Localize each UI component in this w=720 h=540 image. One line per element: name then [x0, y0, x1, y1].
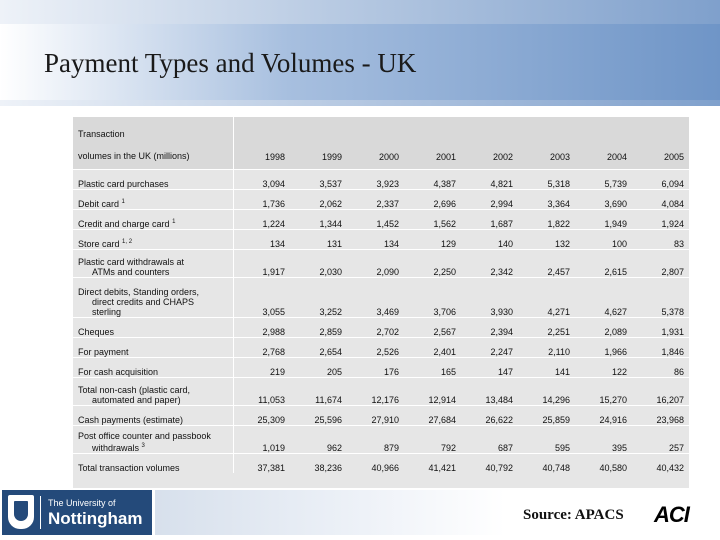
value-cell: 2,702 [347, 317, 404, 337]
value-cell: 5,739 [575, 169, 632, 189]
value-cell: 2,457 [518, 249, 575, 277]
value-cell: 2,654 [290, 337, 347, 357]
row-label-line: Cheques [78, 326, 115, 337]
value-cell: 1,019 [233, 425, 290, 453]
value-cell: 1,562 [404, 209, 461, 229]
value-cell: 131 [290, 229, 347, 249]
value-cell: 2,030 [290, 249, 347, 277]
row-label-text: automated and paper) [92, 394, 181, 405]
value-cell: 595 [518, 425, 575, 453]
table-row [73, 249, 689, 277]
table-row [73, 377, 689, 405]
footnote-marker: 1, 2 [122, 238, 133, 245]
value-cell: 40,748 [518, 453, 575, 473]
value-cell: 2,062 [290, 189, 347, 209]
value-cell: 23,968 [632, 405, 689, 425]
value-cell: 40,966 [347, 453, 404, 473]
row-label-line: Plastic card withdrawals at [78, 256, 185, 267]
value-cell: 4,084 [632, 189, 689, 209]
row-label-text: sterling [92, 306, 122, 317]
value-cell: 3,055 [233, 277, 290, 317]
row-label-line [78, 441, 228, 453]
table-row [73, 189, 689, 209]
row-label-line: Plastic card purchases [78, 178, 169, 189]
value-cell: 3,690 [575, 189, 632, 209]
table-row [73, 169, 689, 189]
value-cell: 1,344 [290, 209, 347, 229]
value-cell: 40,580 [575, 453, 632, 473]
table-corner-cell [73, 117, 233, 169]
value-cell: 1,924 [632, 209, 689, 229]
value-cell: 2,615 [575, 249, 632, 277]
value-cell: 3,364 [518, 189, 575, 209]
value-cell: 2,110 [518, 337, 575, 357]
value-cell: 6,094 [632, 169, 689, 189]
row-label [73, 277, 233, 317]
value-cell: 129 [404, 229, 461, 249]
value-cell: 147 [461, 357, 518, 377]
row-label-line: Store card [78, 238, 120, 249]
value-cell: 165 [404, 357, 461, 377]
value-cell: 13,484 [461, 377, 518, 405]
university-logo [2, 490, 152, 535]
logo-small-text: The University of [48, 498, 116, 508]
crest-icon [8, 495, 34, 529]
year-header: 2003 [518, 117, 575, 169]
row-label [73, 425, 233, 453]
row-label-line: Direct debits, Standing orders, [78, 286, 200, 297]
year-header: 2000 [347, 117, 404, 169]
row-label-line: For cash acquisition [78, 366, 159, 377]
value-cell: 12,914 [404, 377, 461, 405]
table-row [73, 337, 689, 357]
value-cell: 2,768 [233, 337, 290, 357]
table-row [73, 229, 689, 249]
row-label [73, 229, 233, 249]
value-cell: 205 [290, 357, 347, 377]
row-label-line: Post office counter and passbook [78, 430, 211, 441]
row-label [73, 317, 233, 337]
value-cell: 41,421 [404, 453, 461, 473]
value-cell: 5,318 [518, 169, 575, 189]
row-label-text: withdrawals [92, 442, 140, 453]
value-cell: 4,271 [518, 277, 575, 317]
value-cell: 1,687 [461, 209, 518, 229]
year-header: 2004 [575, 117, 632, 169]
value-cell: 25,596 [290, 405, 347, 425]
value-cell: 4,821 [461, 169, 518, 189]
value-cell: 1,224 [233, 209, 290, 229]
table-row [73, 357, 689, 377]
value-cell: 3,923 [347, 169, 404, 189]
table-row [73, 453, 689, 473]
value-cell: 1,452 [347, 209, 404, 229]
value-cell: 2,342 [461, 249, 518, 277]
value-cell: 395 [575, 425, 632, 453]
value-cell: 2,807 [632, 249, 689, 277]
value-cell: 132 [518, 229, 575, 249]
footnote-marker: 1 [172, 218, 176, 225]
value-cell: 4,387 [404, 169, 461, 189]
aci-logo: ACI [654, 502, 689, 527]
value-cell: 27,910 [347, 405, 404, 425]
value-cell: 2,567 [404, 317, 461, 337]
value-cell: 219 [233, 357, 290, 377]
row-label-line: Cash payments (estimate) [78, 414, 184, 425]
value-cell: 140 [461, 229, 518, 249]
row-label [73, 169, 233, 189]
value-cell: 792 [404, 425, 461, 453]
value-cell: 16,207 [632, 377, 689, 405]
row-label [73, 405, 233, 425]
table-row [73, 405, 689, 425]
value-cell: 3,469 [347, 277, 404, 317]
table-row [73, 317, 689, 337]
row-label-line: For payment [78, 346, 129, 357]
value-cell: 2,994 [461, 189, 518, 209]
value-cell: 3,537 [290, 169, 347, 189]
table-row [73, 277, 689, 317]
value-cell: 176 [347, 357, 404, 377]
row-label-line: Debit card [78, 198, 120, 209]
row-label-line: Total transaction volumes [78, 463, 180, 473]
value-cell: 122 [575, 357, 632, 377]
logo-divider [40, 496, 41, 529]
value-cell: 3,252 [290, 277, 347, 317]
row-label-line: Credit and charge card [78, 218, 170, 229]
value-cell: 25,859 [518, 405, 575, 425]
value-cell: 1,931 [632, 317, 689, 337]
value-cell: 3,706 [404, 277, 461, 317]
footnote-marker: 1 [121, 198, 125, 205]
value-cell: 4,627 [575, 277, 632, 317]
value-cell: 3,930 [461, 277, 518, 317]
footer-band [155, 490, 505, 535]
value-cell: 86 [632, 357, 689, 377]
row-label [73, 209, 233, 229]
value-cell: 687 [461, 425, 518, 453]
value-cell: 2,394 [461, 317, 518, 337]
value-cell: 1,949 [575, 209, 632, 229]
footnote-marker: 3 [141, 442, 145, 449]
value-cell: 134 [347, 229, 404, 249]
row-label [73, 249, 233, 277]
corner-line-1: Transaction [78, 129, 125, 139]
value-cell: 38,236 [290, 453, 347, 473]
value-cell: 12,176 [347, 377, 404, 405]
value-cell: 257 [632, 425, 689, 453]
row-label [73, 357, 233, 377]
row-label [73, 337, 233, 357]
value-cell: 11,053 [233, 377, 290, 405]
value-cell: 2,251 [518, 317, 575, 337]
corner-line-2: volumes in the UK (millions) [78, 151, 190, 161]
year-header: 1998 [233, 117, 290, 169]
value-cell: 83 [632, 229, 689, 249]
value-cell: 2,337 [347, 189, 404, 209]
value-cell: 40,432 [632, 453, 689, 473]
value-cell: 24,916 [575, 405, 632, 425]
value-cell: 1,966 [575, 337, 632, 357]
value-cell: 3,094 [233, 169, 290, 189]
value-cell: 5,378 [632, 277, 689, 317]
value-cell: 2,089 [575, 317, 632, 337]
year-header: 2005 [632, 117, 689, 169]
source-note: Source: APACS [523, 507, 624, 523]
row-label [73, 377, 233, 405]
slide-title: Payment Types and Volumes - UK [44, 48, 417, 78]
value-cell: 14,296 [518, 377, 575, 405]
value-cell: 15,270 [575, 377, 632, 405]
row-label-line [78, 267, 228, 277]
table-header-row [73, 117, 689, 169]
value-cell: 962 [290, 425, 347, 453]
row-label-line [78, 307, 228, 317]
row-label-line [78, 297, 228, 307]
value-cell: 100 [575, 229, 632, 249]
row-label-text: ATMs and counters [92, 266, 170, 277]
table-row [73, 209, 689, 229]
value-cell: 141 [518, 357, 575, 377]
value-cell: 40,792 [461, 453, 518, 473]
year-header: 1999 [290, 117, 347, 169]
logo-big-text: Nottingham [48, 509, 143, 528]
value-cell: 25,309 [233, 405, 290, 425]
row-label [73, 453, 233, 473]
year-header: 2002 [461, 117, 518, 169]
row-label-line [78, 395, 228, 405]
value-cell: 134 [233, 229, 290, 249]
row-label-line: Total non-cash (plastic card, [78, 384, 191, 395]
value-cell: 2,859 [290, 317, 347, 337]
value-cell: 2,526 [347, 337, 404, 357]
value-cell: 2,250 [404, 249, 461, 277]
value-cell: 27,684 [404, 405, 461, 425]
value-cell: 2,090 [347, 249, 404, 277]
value-cell: 1,917 [233, 249, 290, 277]
table-row [73, 425, 689, 453]
value-cell: 11,674 [290, 377, 347, 405]
value-cell: 879 [347, 425, 404, 453]
value-cell: 37,381 [233, 453, 290, 473]
value-cell: 2,247 [461, 337, 518, 357]
payment-volumes-table [73, 117, 689, 488]
row-label [73, 189, 233, 209]
value-cell: 1,822 [518, 209, 575, 229]
year-header: 2001 [404, 117, 461, 169]
value-cell: 2,988 [233, 317, 290, 337]
value-cell: 1,736 [233, 189, 290, 209]
value-cell: 1,846 [632, 337, 689, 357]
value-cell: 2,401 [404, 337, 461, 357]
row-label-text: direct credits and CHAPS [92, 296, 195, 307]
value-cell: 2,696 [404, 189, 461, 209]
value-cell: 26,622 [461, 405, 518, 425]
